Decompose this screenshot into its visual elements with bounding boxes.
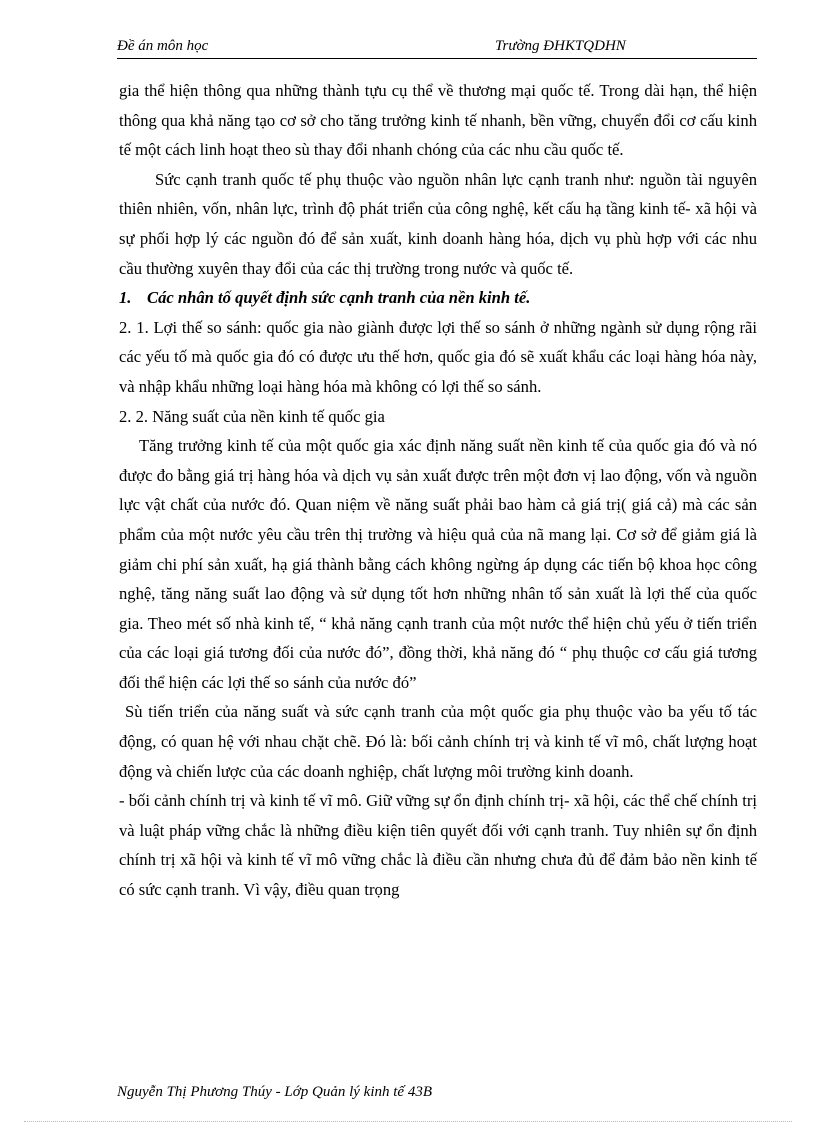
paragraph: gia thể hiện thông qua những thành tựu cụ thể về thương mại quốc tế. Trong dài hạn, thể hiện thông qua khả năng tạo cơ sở cho tăng trưởng kinh tế nhanh, bền vững, chuyển đổi cơ cấu kinh tế một cách linh hoạt theo sù thay đổi nhanh chóng của các nhu cầu quốc tế. [119, 81, 757, 160]
page-header [117, 38, 757, 59]
paragraph: Tăng trưởng kinh tế của một quốc gia xác định năng suất nền kinh tế của quốc gia đó và nó được đo bằng giá trị hàng hóa và dịch vụ sản xuất được trên một đơn vị lao động, vốn và nguồn lực vật chất của nước đó. Quan niệm về năng suất phải bao hàm cả giá trị( giá cả) mà các sản phẩm của một nước yêu cầu trên thị trường và hiệu quả của nã mang lại. Cơ sở để giảm giá là giảm chi phí sản xuất, hạ giá thành bằng cách không ngừng áp dụng các tiến bộ khoa học công nghệ, tăng năng suất lao động và sử dụng tốt hơn những nhân tố sản xuất là lợi thế của quốc gia. Theo mét số nhà kinh tế, “ khả năng cạnh tranh của một nước thể hiện chủ yếu ở tiến triển của các loại giá tương đối của nước đó”, đồng thời, khả năng đó “ phụ thuộc cơ cấu giá tương đối thể hiện các lợi thế so sánh của nước đó” [119, 436, 757, 692]
paragraph: 2. 1. Lợi thế so sánh: quốc gia nào giành được lợi thế so sánh ở những ngành sử dụng rộng rãi các yếu tố mà quốc gia đó có được ưu thế hơn, quốc gia đó sẽ xuất khẩu các loại hàng hóa này, và nhập khẩu những loại hàng hóa mà không có lợi thế so sánh. [119, 317, 757, 396]
header-course-label: Đề án môn học [117, 38, 209, 54]
page-footer: Nguyễn Thị Phương Thúy - Lớp Quản lý kinh tế 43B [117, 1084, 432, 1100]
document-body [119, 76, 757, 905]
page-bottom-divider [24, 1121, 792, 1122]
paragraph: Sù tiến triển của năng suất và sức cạnh tranh của một quốc gia phụ thuộc vào ba yếu tố tác động, có quan hệ với nhau chặt chẽ. Đó là: bối cảnh chính trị và kinh tế vĩ mô, chất lượng hoạt động và chiến lược của các doanh nghiệp, chất lượng môi trường kinh doanh. [119, 702, 757, 781]
section-heading [119, 283, 757, 313]
section-heading-text: Các nhân tố quyết định sức cạnh tranh của nền kinh tế. [147, 288, 531, 308]
subsection-heading: 2. 2. Năng suất của nền kinh tế quốc gia [119, 406, 385, 426]
paragraph: Sức cạnh tranh quốc tế phụ thuộc vào nguồn nhân lực cạnh tranh như: nguồn tài nguyên thiên nhiên, vốn, nhân lực, trình độ phát triển của công nghệ, kết cấu hạ tầng kinh tế- xã hội và sự phối hợp lý các nguồn đó để sản xuất, kinh doanh hàng hóa, dịch vụ phù hợp với các nhu cầu thường xuyên thay đổi của các thị trường trong nước và quốc tế. [119, 169, 757, 278]
section-heading-number: 1. [119, 288, 132, 308]
header-school-label: Trường ĐHKTQDHN [495, 38, 626, 54]
paragraph: - bối cảnh chính trị và kinh tế vĩ mô. Giữ vững sự ổn định chính trị- xã hội, các thể chế chính trị và luật pháp vững chắc là những điều kiện tiên quyết đối với cạnh tranh. Tuy nhiên sự ổn định chính trị xã hội và kinh tế vĩ mô vững chắc là điều cần nhưng chưa đủ để đảm bảo nền kinh tế có sức cạnh tranh. Vì vậy, điều quan trọng [119, 791, 757, 900]
